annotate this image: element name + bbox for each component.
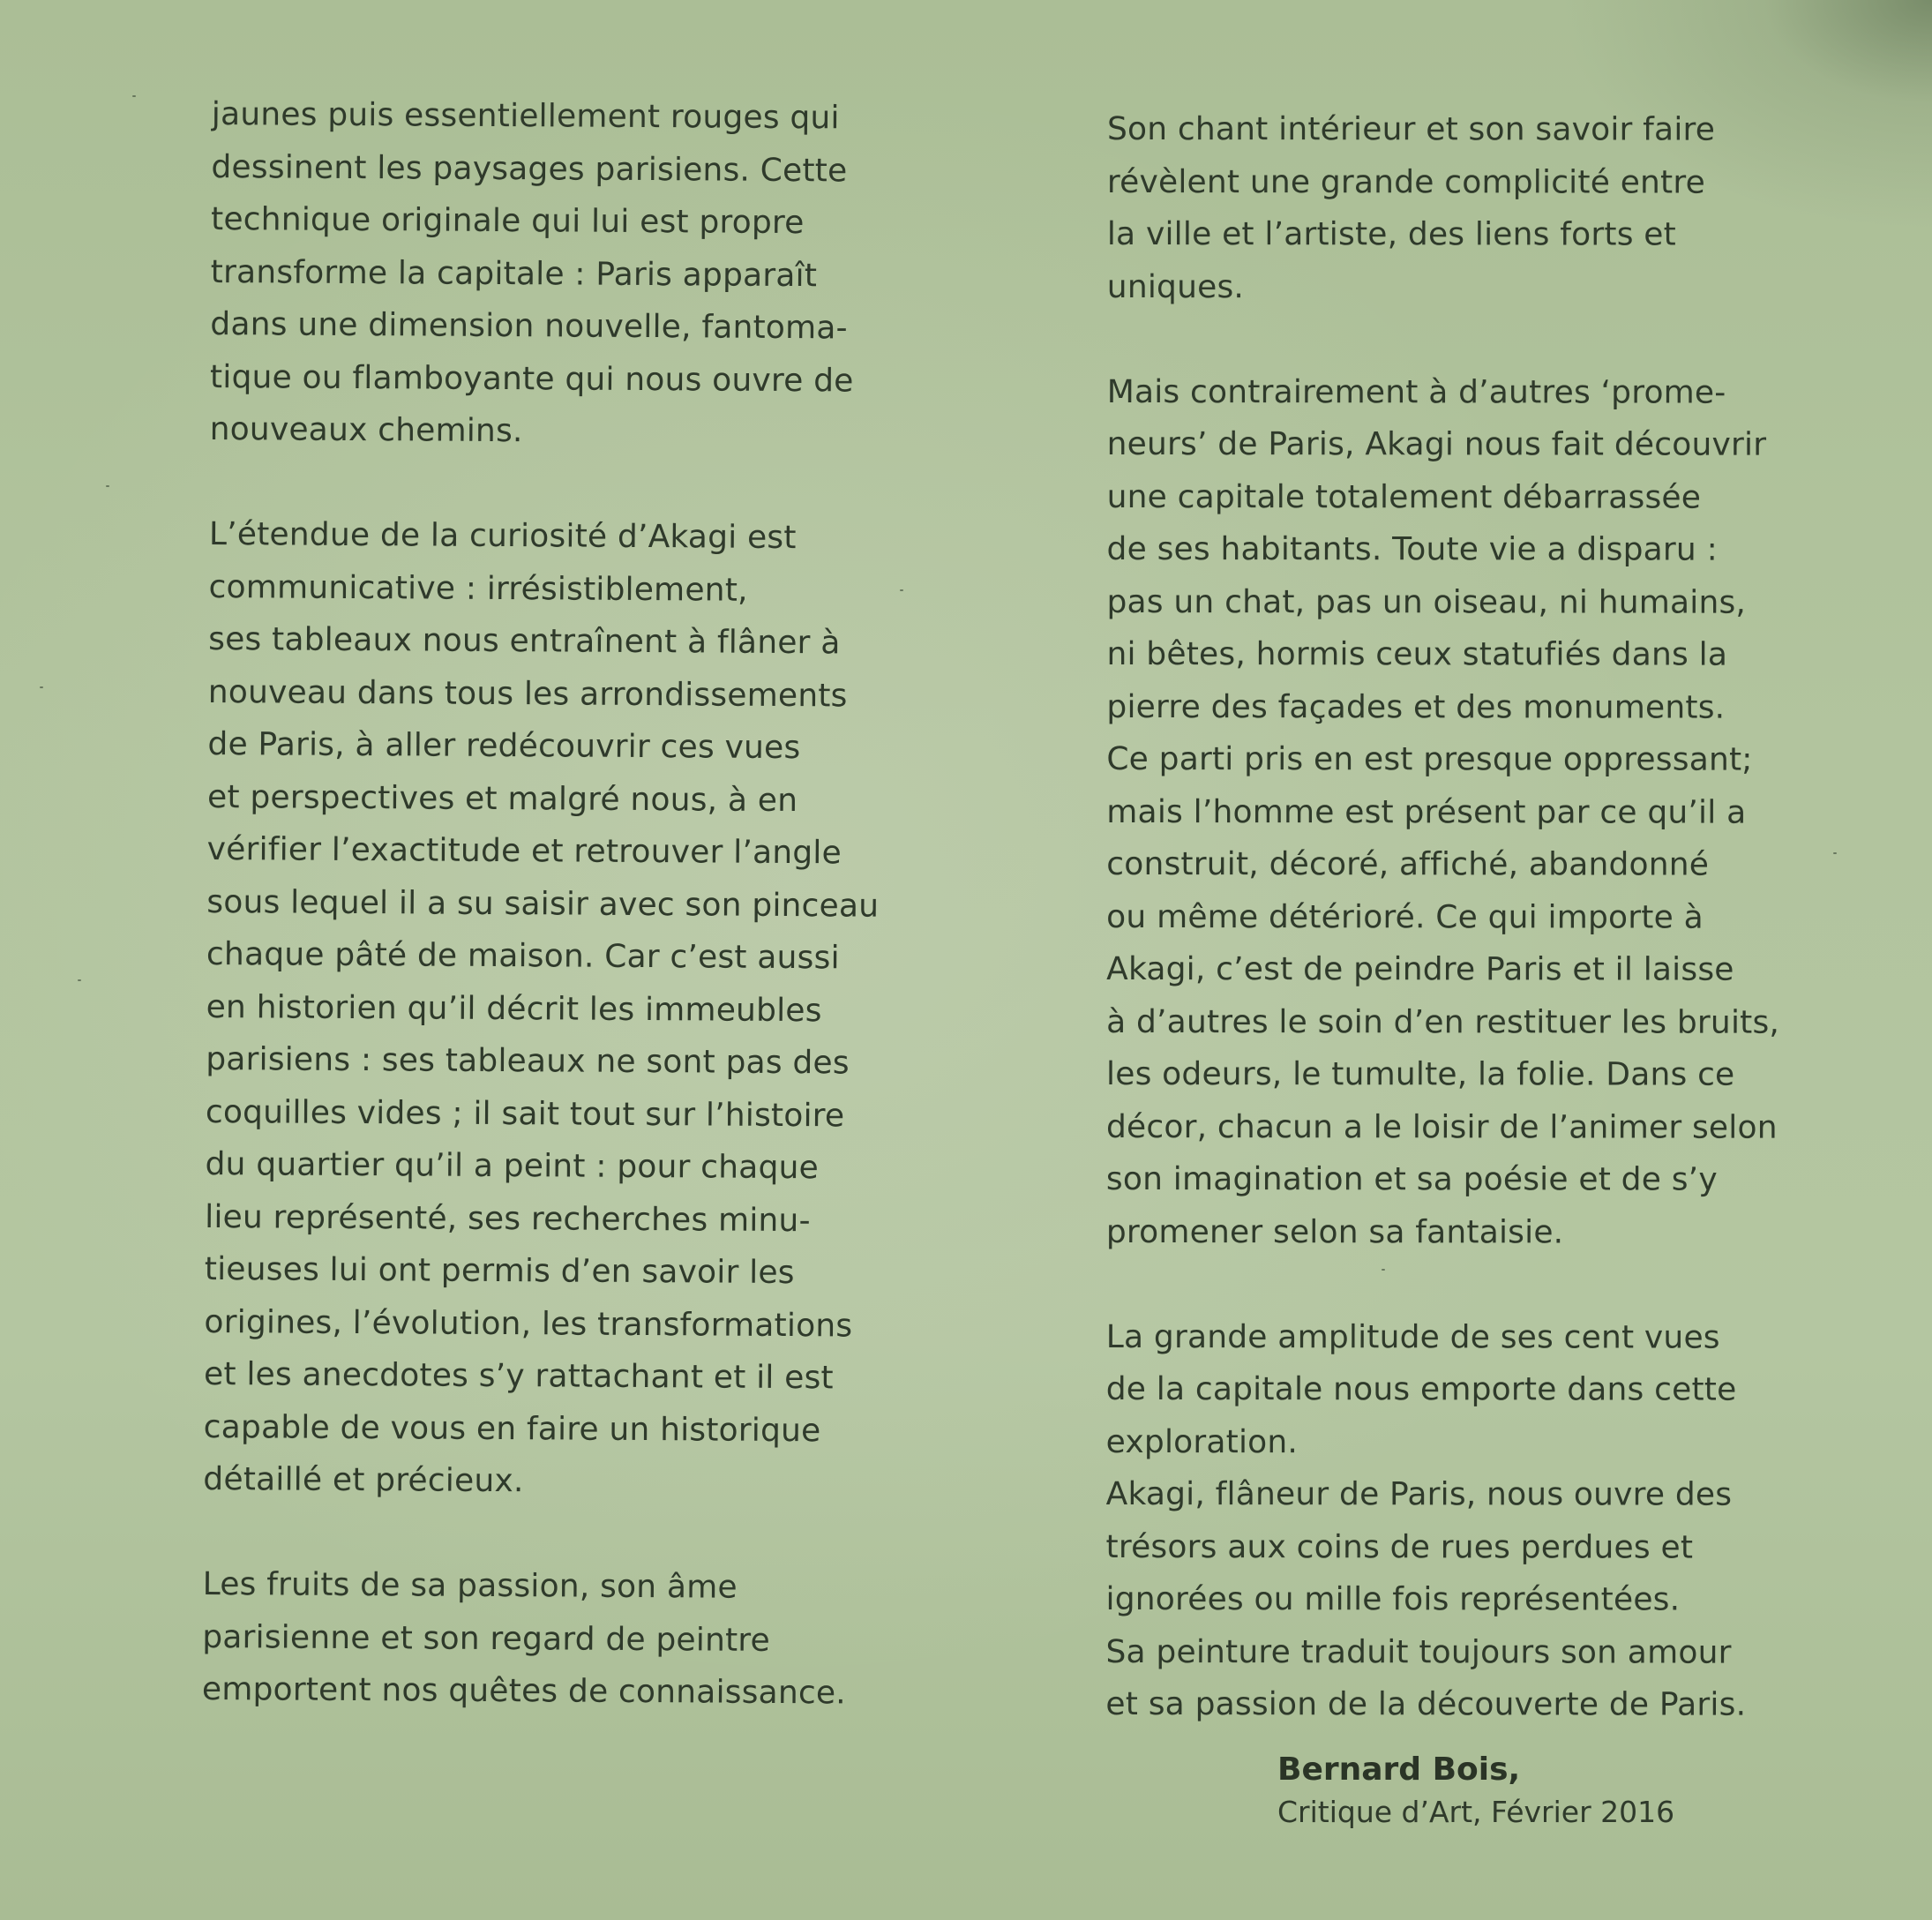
text-line: lieu représenté, ses recherches minu- xyxy=(205,1198,811,1239)
text-line: emportent nos quêtes de connaissance. xyxy=(201,1670,847,1712)
text-line: vérifier l’exactitude et retrouver l’angle xyxy=(206,830,842,872)
text-line: la ville et l’artiste, des liens forts et xyxy=(1106,215,1676,253)
text-line: parisienne et son regard de peintre xyxy=(202,1618,771,1659)
text-line: révèlent une grande complicité entre xyxy=(1106,163,1705,201)
text-line: trésors aux coins de rues perdues et xyxy=(1105,1528,1694,1566)
text-line: Son chant intérieur et son savoir faire xyxy=(1106,111,1716,148)
text-line: neurs’ de Paris, Akagi nous fait découvrir xyxy=(1106,425,1767,463)
paragraph-gap xyxy=(1106,1258,1777,1311)
author-title-date: Critique d’Art, Février 2016 xyxy=(1277,1795,1675,1829)
signature-block xyxy=(1277,1749,1674,1834)
text-line: dans une dimension nouvelle, fantoma- xyxy=(210,305,848,347)
text-line: détaillé et précieux. xyxy=(203,1460,524,1500)
text-line: Ce parti pris en est presque oppressant; xyxy=(1106,740,1753,778)
text-line: construit, décoré, affiché, abandonné xyxy=(1106,845,1710,883)
text-line: Mais contrairement à d’autres ‘prome- xyxy=(1106,373,1726,411)
paper-speck xyxy=(132,95,136,97)
text-line: communicative : irrésistiblement, xyxy=(208,568,748,609)
text-line: promener selon sa fantaisie. xyxy=(1105,1213,1564,1250)
paragraph-gap xyxy=(1107,313,1778,366)
text-line: décor, chacun a le loisir de l’animer selon xyxy=(1105,1108,1778,1146)
text-line: parisiens : ses tableaux ne sont pas des xyxy=(206,1040,850,1082)
paper-speck xyxy=(900,589,903,591)
text-line: à d’autres le soin d’en restituer les bruits, xyxy=(1106,1003,1780,1041)
left-text-column xyxy=(202,88,882,1720)
text-line: tieuses lui ont permis d’en savoir les xyxy=(204,1250,795,1292)
text-line: de Paris, à aller redécouvrir ces vues xyxy=(207,725,801,767)
text-line: technique originale qui lui est propre xyxy=(210,200,805,242)
text-line: capable de vous en faire un historique xyxy=(203,1408,821,1449)
paper-speck xyxy=(106,485,109,487)
text-line: et perspectives et malgré nous, à en xyxy=(206,778,798,819)
paragraph-gap xyxy=(209,455,880,512)
paper-speck xyxy=(1382,1269,1385,1271)
text-line: tique ou flamboyante qui nous ouvre de xyxy=(209,358,854,399)
text-line: uniques. xyxy=(1106,268,1245,305)
text-line: dessinent les paysages parisiens. Cette xyxy=(211,148,848,189)
text-line: chaque pâté de maison. Car c’est aussi xyxy=(206,935,840,977)
text-line: Akagi, c’est de peindre Paris et il laisse xyxy=(1106,950,1734,988)
text-line: ignorées ou mille fois représentées. xyxy=(1105,1580,1681,1618)
text-line: La grande amplitude de ses cent vues xyxy=(1105,1318,1720,1356)
text-line: ses tableaux nous entraînent à flâner à xyxy=(208,620,841,662)
paper-speck xyxy=(78,979,81,981)
text-line: et sa passion de la découverte de Paris. xyxy=(1105,1685,1747,1723)
text-line: pas un chat, pas un oiseau, ni humains, xyxy=(1106,583,1747,621)
text-line: Sa peinture traduit toujours son amour xyxy=(1105,1633,1732,1671)
paragraph xyxy=(202,1558,873,1720)
text-line: coquilles vides ; il sait tout sur l’histoire xyxy=(205,1093,845,1134)
paragraph xyxy=(1105,1310,1776,1731)
paragraph xyxy=(203,508,880,1510)
text-line: les odeurs, le tumulte, la folie. Dans ce xyxy=(1106,1055,1735,1093)
text-line: de ses habitants. Toute vie a disparu : xyxy=(1106,530,1718,568)
text-line: pierre des façades et des monuments. xyxy=(1106,688,1726,726)
text-line: et les anecdotes s’y rattachant et il est xyxy=(203,1355,834,1397)
paper-speck xyxy=(40,686,43,688)
text-line: jaunes puis essentiellement rouges qui xyxy=(211,95,840,137)
text-line: sous lequel il a su saisir avec son pinceau xyxy=(206,883,880,925)
text-line: transforme la capitale : Paris apparaît xyxy=(210,253,818,294)
text-line: exploration. xyxy=(1105,1423,1299,1460)
paragraph-gap xyxy=(203,1505,873,1562)
text-line: mais l’homme est présent par ce qu’il a xyxy=(1106,793,1747,831)
text-line: L’étendue de la curiosité d’Akagi est xyxy=(208,515,797,557)
text-line: Les fruits de sa passion, son âme xyxy=(202,1565,738,1606)
paragraph xyxy=(1106,365,1778,1258)
text-line: en historien qu’il décrit les immeubles xyxy=(206,988,822,1029)
text-line: nouveau dans tous les arrondissements xyxy=(207,673,848,714)
text-line: nouveaux chemins. xyxy=(209,410,523,450)
paper-speck xyxy=(1833,852,1837,854)
author-name: Bernard Bois, xyxy=(1277,1751,1521,1788)
text-line: son imagination et sa poésie et de s’y xyxy=(1105,1160,1718,1198)
text-line: ou même détérioré. Ce qui importe à xyxy=(1106,898,1704,936)
paragraph xyxy=(209,88,882,460)
right-text-column xyxy=(1105,103,1778,1731)
text-line: une capitale totalement débarrassée xyxy=(1106,478,1702,516)
paragraph xyxy=(1107,103,1778,314)
text-line: de la capitale nous emporte dans cette xyxy=(1105,1370,1737,1408)
text-line: du quartier qu’il a peint : pour chaque xyxy=(205,1145,820,1187)
text-line: origines, l’évolution, les transformations xyxy=(204,1303,853,1344)
text-line: Akagi, flâneur de Paris, nous ouvre des xyxy=(1105,1475,1733,1513)
text-line: ni bêtes, hormis ceux statufiés dans la xyxy=(1106,635,1728,673)
